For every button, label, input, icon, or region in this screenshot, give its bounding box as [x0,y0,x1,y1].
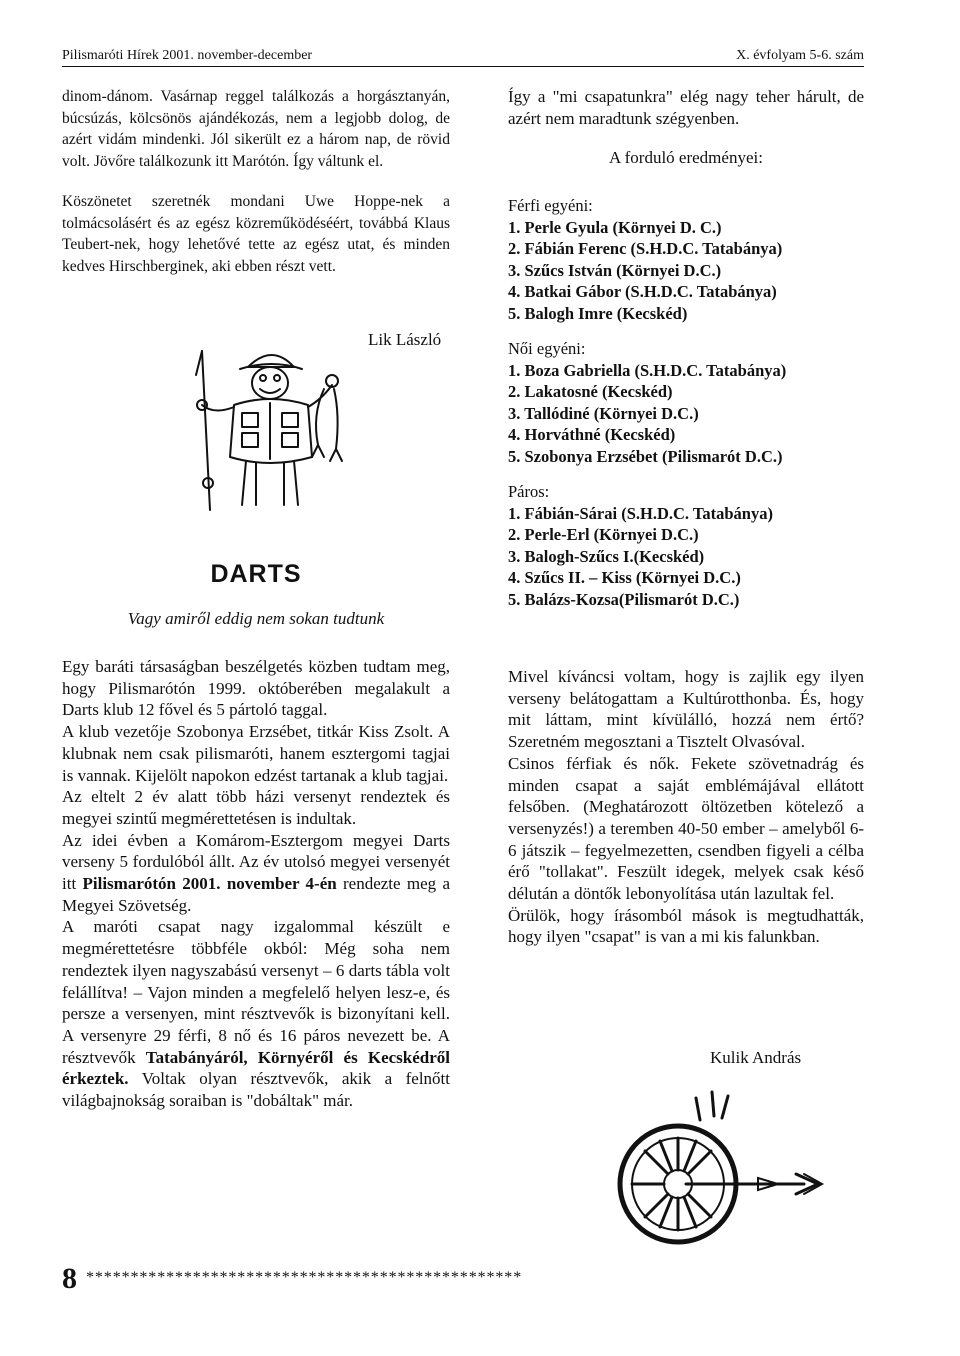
list-item: 3. Balogh-Szűcs I.(Kecskéd) [508,546,705,566]
list-item: 4. Batkai Gábor (S.H.D.C. Tatabánya) [508,282,777,301]
participant-towns: Tatabányáról, Környéről és Kecskédről érkeztek. [62,1047,450,1089]
author-lik: Lik László [368,330,442,349]
list-item: 5. Szobonya Erzsébet (Pilismarót D.C.) [508,446,783,466]
footer-stars: ************************************************* [86,1269,523,1286]
group-label: Férfi egyéni: [508,196,593,215]
header-issue: X. évfolyam 5-6. szám [736,48,864,63]
list-item: 1. Boza Gabriella (S.H.D.C. Tatabánya) [508,360,787,380]
right-paragraph-1: Mivel kíváncsi voltam, hogy is zajlik egy ilyen verseny belátogattam a Kultúrotthonba. És, hogy mit láttam, mint kívülálló, hozzá nem értő? Szeretném megosztani a Tisztelt Olvasóval. [508,667,864,752]
article-title: DARTS [210,560,302,588]
body-paragraph-1: Egy baráti társaságban beszélgetés közben tudtam meg, hogy Pilismarótón 1999. októberében megalakult a Darts klub 12 fővel és 5 pártoló taggal. [62,657,450,720]
group-label: Páros: [508,482,550,501]
page-number: 8 [62,1262,77,1295]
list-item: 3. Tallódiné (Környei D.C.) [508,403,699,423]
event-date: Pilismarótón 2001. november 4-én [82,874,337,894]
page-footer [62,1262,864,1295]
list-item: 2. Lakatosné (Kecskéd) [508,382,673,401]
article-body-left [62,656,450,1112]
group-label: Női egyéni: [508,339,586,358]
dartboard-illustration [608,1086,828,1246]
list-item: 5. Balogh Imre (Kecskéd) [508,303,688,323]
list-item: 4. Horváthné (Kecskéd) [508,425,676,444]
right-paragraph-2: Csinos férfiak és nők. Fekete szövetnadrág és minden csapat a saját emblémájával ellátott felsőben. (Meghatározott öltözetben kötelező a versenyzés!) a teremben 40-50 ember – amelyből 6-6 játszik – fegyelmezetten, csendben figyeli a célba érő "tollakat". Feszült idegek, melyek csak késő délután a döntők lebonyolítása után lazultak fel. [508,753,864,904]
list-item: 3. Szűcs István (Környei D.C.) [508,260,722,280]
right-paragraph-3: Örülök, hogy írásomból mások is megtudhatták, hogy ilyen "csapat" is van a mi kis falunkban. [508,905,864,947]
body-paragraph-4: Az idei évben a Komárom-Esztergom megyei Darts verseny 5 fordulóból állt. Az év utolsó megyei versenyét itt Pilismarótón 2001. november 4-én rendezte meg a Megyei Szövetség. [62,830,450,915]
body-paragraph-3: Az eltelt 2 év alatt több házi versenyt rendeztek és megyei szintű megmérettetésen is indultak. [62,787,450,828]
right-intro-paragraph: Így a "mi csapatunkra" elég nagy teher hárult, de azért nem maradtunk szégyenben. [508,87,864,128]
list-item: 2. Fábián Ferenc (S.H.D.C. Tatabánya) [508,239,783,258]
body-paragraph-2: A klub vezetője Szobonya Erzsébet, titkár Kiss Zsolt. A klubnak nem csak pilismaróti, hanem esztergomi tagjai is vannak. Kijelölt napokon edzést tartanak a klub tagjai. [62,722,450,785]
author-kulik: Kulik András [710,1048,802,1067]
results-group-pairs [508,481,864,610]
right-intro [508,86,864,169]
list-item: 1. Perle Gyula (Környei D. C.) [508,217,722,237]
running-header [62,44,864,67]
results-group-women [508,338,864,467]
results-group-men [508,195,864,324]
header-publication: Pilismaróti Hírek 2001. november-december [62,48,313,63]
list-item: 1. Fábián-Sárai (S.H.D.C. Tatabánya) [508,503,773,523]
intro-paragraph-1: dinom-dánom. Vasárnap reggel találkozás a horgásztanyán, búcsúzás, kölcsönös ajándékozás, nem a legjobb dolog, de azért vidám mindenki. Jól sikerült ez a három nap, de rövid volt. Jövőre találkozunk itt Marótón. Így váltunk el. [62,88,450,170]
results-list [508,195,864,624]
left-intro [62,86,450,277]
list-item: 2. Perle-Erl (Környei D.C.) [508,525,699,544]
results-heading: A forduló eredményei: [609,148,763,168]
article-body-right [508,666,864,948]
list-item: 5. Balázs-Kozsa(Pilismarót D.C.) [508,589,740,609]
body-paragraph-5: A maróti csapat nagy izgalommal készült e megmérettetésre többféle okból: Még soha nem rendeztek ilyen nagyszabású versenyt – 6 darts tábla volt felállítva! – Vajon minden a megfelelő helyen lesz-e, és persze a versenyen, mint résztvevők is bizonyítani kell. A versenyre 29 férfi, 8 nő és 16 páros nevezett be. A résztvevők Tatabányáról, Környéről és Kecskédről érkeztek. Voltak olyan résztvevők, akik a felnőtt világbajnokság soraiban is "dobáltak" már. [62,917,450,1111]
intro-paragraph-2: Köszönetet szeretnék mondani Uwe Hoppe-nek a tolmácsolásért és az egész közreműködéséért, továbbá Klaus Teubert-nek, hogy lehetővé tette az egész utat, és minden kedves Hirschberginek, aki ebben részt vett. [62,193,450,275]
fisherman-illustration [190,345,360,515]
article-subtitle: Vagy amiről eddig nem sokan tudtunk [127,609,385,628]
list-item: 4. Szűcs II. – Kiss (Környei D.C.) [508,568,741,587]
